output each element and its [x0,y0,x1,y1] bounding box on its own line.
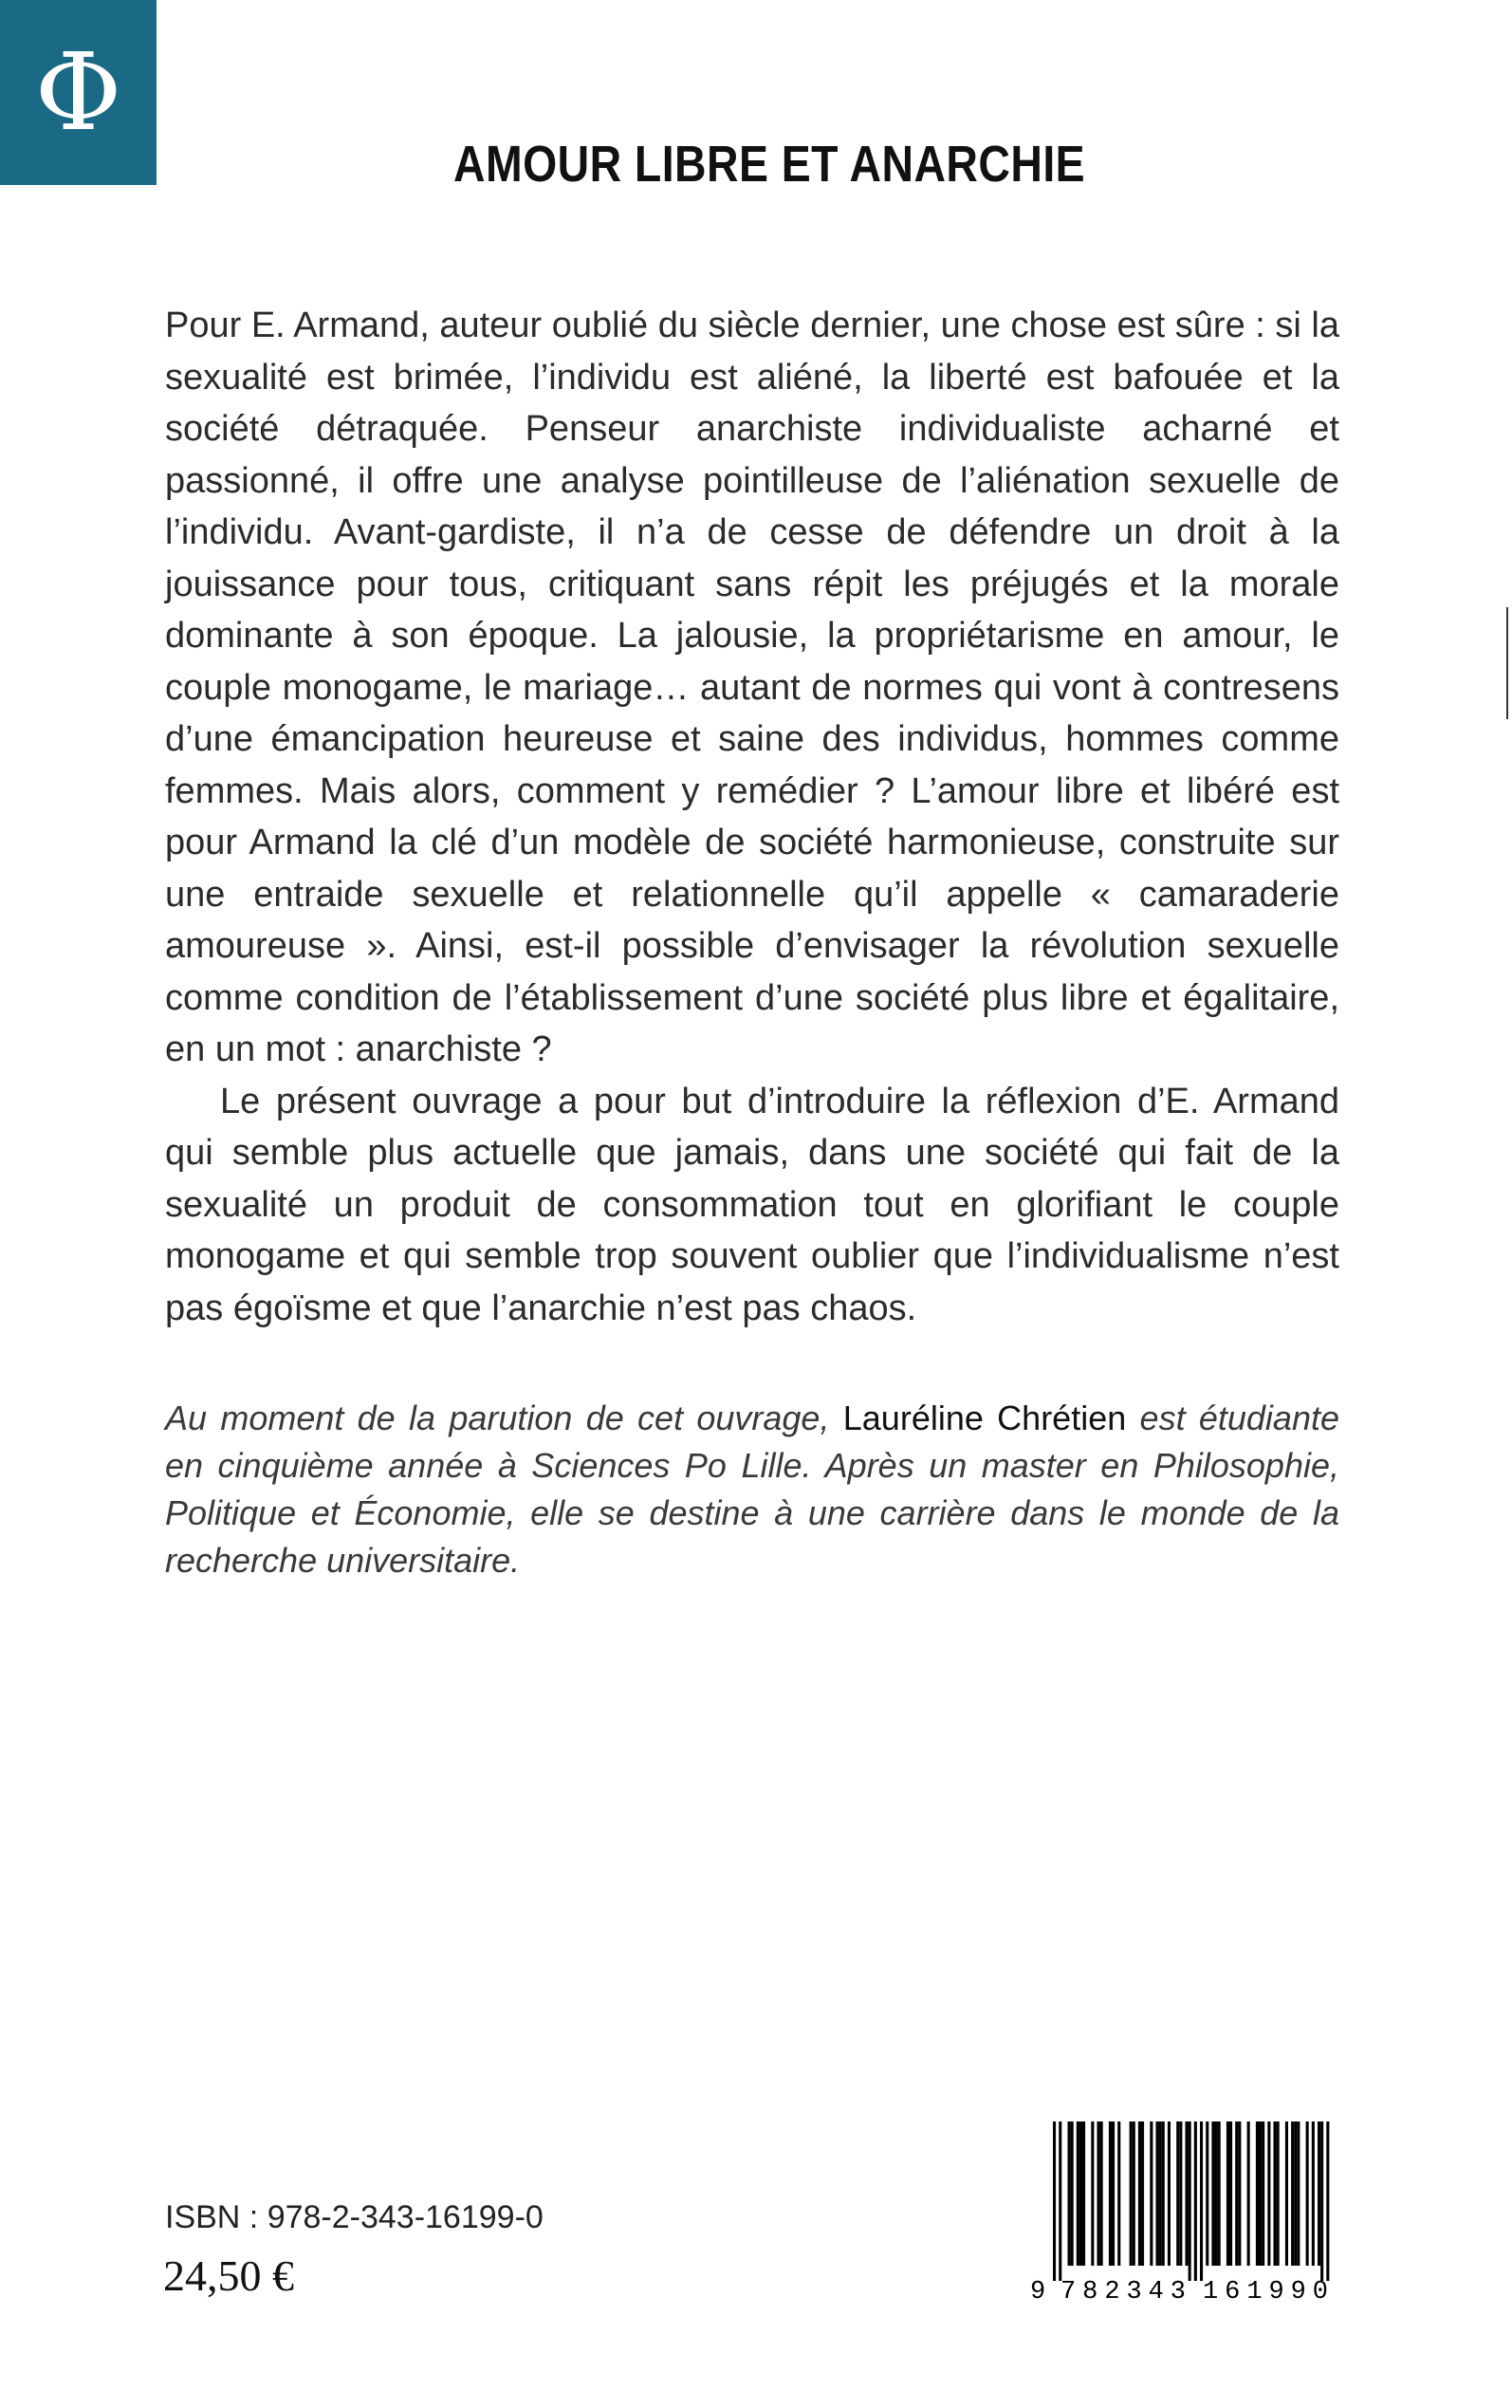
barcode-bar [1229,2121,1232,2266]
barcode-bar [1294,2121,1297,2266]
barcode-bar [1100,2121,1103,2266]
barcode-bar [1141,2121,1144,2266]
barcode-bar [1179,2121,1182,2266]
barcode-bar [1082,2121,1085,2266]
barcode-bar [1130,2121,1133,2266]
author-bio-text [165,1395,1339,1584]
barcode-bar [1162,2121,1165,2266]
barcode-bar [1200,2121,1203,2281]
barcode-bar [1206,2121,1208,2266]
barcode-bar [1159,2121,1162,2266]
barcode-bar [1318,2121,1320,2266]
barcode-bar [1091,2121,1094,2266]
barcode-bar [1267,2121,1270,2266]
blurb-paragraph-2: Le présent ouvrage a pour but d’introduire la réflexion d’E. Armand qui semble plus actuelle que jamais, dans une société qui fait de la sexualité un produit de consommation tout en glorifiant le couple monogame et qui semble trop souvent oublier que l’individualisme n’est pas égoïsme et que l’anarchie n’est pas chaos. [165,1081,1339,1328]
barcode-lead-digit: 9 [1030,2278,1046,2304]
isbn-label: ISBN : 978-2-343-16199-0 [165,2199,544,2235]
barcode-bar [1312,2121,1315,2266]
barcode-bar [1297,2121,1300,2266]
barcode-bar [1256,2121,1259,2266]
barcode-bar [1117,2121,1120,2266]
barcode-bar [1226,2121,1229,2266]
barcode-bar [1097,2121,1100,2266]
barcode-bar [1194,2121,1197,2281]
barcode-bar [1109,2121,1112,2266]
barcode-bar [1218,2121,1221,2266]
barcode-bar [1306,2121,1309,2266]
book-title: AMOUR LIBRE ET ANARCHIE [453,136,1086,193]
book-blurb [165,300,1339,1334]
barcode-bar [1215,2121,1218,2266]
barcode [1024,2118,1352,2304]
publisher-logo [0,0,157,185]
barcode-bar [1133,2121,1135,2266]
barcode-bar [1150,2121,1152,2266]
author-bio [165,1395,1339,1584]
barcode-bar [1138,2121,1141,2266]
author-name: Lauréline Chrétien [842,1398,1127,1437]
barcode-bar [1077,2121,1079,2266]
price-label: 24,50 € [163,2251,294,2300]
barcode-bar [1262,2121,1264,2266]
barcode-bar [1211,2121,1214,2266]
barcode-left-digits: 782343 [1060,2278,1186,2304]
barcode-bar [1053,2121,1056,2281]
barcode-bar [1247,2121,1250,2266]
barcode-bar [1189,2121,1191,2281]
author-bio-rest: est étudiante en cinquième année à Sciences Po Lille. Après un master en Philosophie, Politique et Économie, elle se destine à une carrière dans le monde de la recherche universitaire. [165,1398,1339,1580]
barcode-bar [1277,2121,1280,2266]
barcode-bar [1235,2121,1238,2266]
barcode-bar [1079,2121,1082,2266]
barcode-bar [1071,2121,1074,2266]
barcode-bar [1168,2121,1171,2266]
phi-logo-icon: Φ [34,30,122,155]
barcode-bar [1176,2121,1179,2266]
barcode-bar [1186,2121,1189,2266]
blurb-paragraph-1: Pour E. Armand, auteur oublié du siècle dernier, une chose est sûre : si la sexualité est brimée, l’individu est aliéné, la liberté est bafouée et la société détraquée. Penseur anarchiste individualiste acharné et passionné, il offre une analyse pointilleuse de l’aliénation sexuelle de l’individu. Avant-gardiste, il n’a de cesse de défendre un droit à la jouissance pour tous, critiquant sans répit les préjugés et la morale dominante à son époque. La jalousie, la propriétarisme en amour, le couple monogame, le mariage… autant de normes qui vont à contresens d’une émancipation heureuse et saine des individus, hommes comme femmes. Mais alors, comment y remédier ? L’amour libre et libéré est pour Armand la clé d’un modèle de société harmonieuse, construite sur une entraide sexuelle et relationnelle qu’il appelle « camaraderie amoureuse ». Ainsi, est-il possible d’envisager la révolution sexuelle comme condition de l’établissement d’une société plus libre et égalitaire, en un mot : anarchiste ? [165,306,1339,1069]
barcode-right-digits: 161990 [1203,2278,1328,2304]
barcode-bar [1291,2121,1294,2266]
barcode-bar [1320,2121,1323,2281]
barcode-bar [1156,2121,1159,2266]
author-bio-lead: Au moment de la parution de cet ouvrage, [165,1398,843,1437]
barcode-bar [1068,2121,1071,2266]
barcode-bar [1274,2121,1277,2266]
barcode-bar [1326,2121,1329,2281]
barcode-bar [1238,2121,1241,2266]
barcode-bar [1259,2121,1262,2266]
barcode-bar [1285,2121,1288,2266]
spine-mark [1506,607,1508,719]
barcode-bar [1059,2121,1061,2281]
barcode-bar [1112,2121,1115,2266]
